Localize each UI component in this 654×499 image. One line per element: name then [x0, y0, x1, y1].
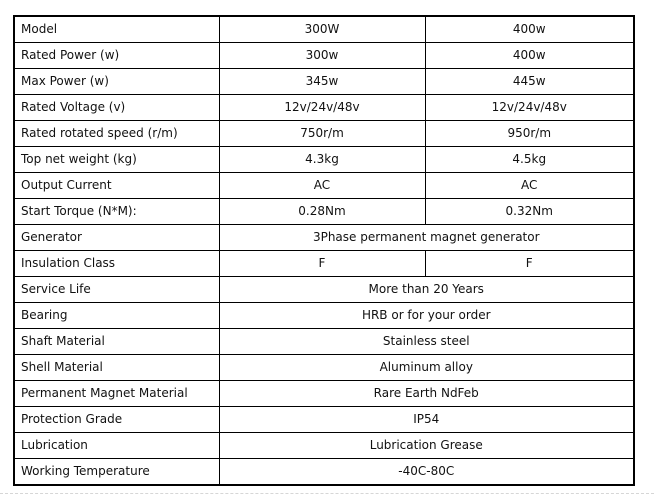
- spec-label: Lubrication: [14, 433, 219, 459]
- table-row: [14, 16, 634, 43]
- spec-label: Model: [14, 16, 219, 43]
- spec-value-400w: 445w: [425, 69, 634, 95]
- table-row: [14, 277, 634, 303]
- table-row: [14, 381, 634, 407]
- spec-table: [13, 15, 635, 486]
- spec-value-300w: 345w: [219, 69, 425, 95]
- spec-label: Working Temperature: [14, 459, 219, 486]
- divider: [0, 493, 654, 494]
- spec-value-shared: HRB or for your order: [219, 303, 634, 329]
- table-row: [14, 407, 634, 433]
- spec-label: Generator: [14, 225, 219, 251]
- spec-value-300w: 300W: [219, 16, 425, 43]
- spec-label: Max Power (w): [14, 69, 219, 95]
- spec-value-400w: F: [425, 251, 634, 277]
- spec-table-body: [14, 16, 634, 485]
- spec-value-300w: F: [219, 251, 425, 277]
- spec-value-400w: 400w: [425, 43, 634, 69]
- table-row: [14, 225, 634, 251]
- spec-value-400w: 950r/m: [425, 121, 634, 147]
- spec-value-300w: 750r/m: [219, 121, 425, 147]
- spec-label: Rated Power (w): [14, 43, 219, 69]
- spec-value-shared: Lubrication Grease: [219, 433, 634, 459]
- spec-label: Insulation Class: [14, 251, 219, 277]
- spec-value-shared: Stainless steel: [219, 329, 634, 355]
- spec-value-300w: AC: [219, 173, 425, 199]
- spec-value-400w: 12v/24v/48v: [425, 95, 634, 121]
- spec-value-shared: Rare Earth NdFeb: [219, 381, 634, 407]
- spec-value-400w: AC: [425, 173, 634, 199]
- table-row: [14, 95, 634, 121]
- table-row: [14, 433, 634, 459]
- spec-value-shared: IP54: [219, 407, 634, 433]
- spec-value-400w: 0.32Nm: [425, 199, 634, 225]
- spec-label: Service Life: [14, 277, 219, 303]
- spec-value-300w: 12v/24v/48v: [219, 95, 425, 121]
- spec-label: Start Torque (N*M):: [14, 199, 219, 225]
- spec-value-400w: 400w: [425, 16, 634, 43]
- table-row: [14, 459, 634, 486]
- spec-value-shared: 3Phase permanent magnet generator: [219, 225, 634, 251]
- spec-value-300w: 300w: [219, 43, 425, 69]
- spec-value-400w: 4.5kg: [425, 147, 634, 173]
- spec-value-shared: More than 20 Years: [219, 277, 634, 303]
- spec-label: Protection Grade: [14, 407, 219, 433]
- table-row: [14, 173, 634, 199]
- table-row: [14, 43, 634, 69]
- table-row: [14, 355, 634, 381]
- spec-label: Rated rotated speed (r/m): [14, 121, 219, 147]
- spec-label: Top net weight (kg): [14, 147, 219, 173]
- spec-label: Shaft Material: [14, 329, 219, 355]
- spec-label: Bearing: [14, 303, 219, 329]
- spec-label: Permanent Magnet Material: [14, 381, 219, 407]
- table-row: [14, 121, 634, 147]
- spec-label: Output Current: [14, 173, 219, 199]
- spec-value-300w: 0.28Nm: [219, 199, 425, 225]
- table-row: [14, 199, 634, 225]
- spec-label: Rated Voltage (v): [14, 95, 219, 121]
- table-row: [14, 251, 634, 277]
- table-row: [14, 147, 634, 173]
- spec-value-300w: 4.3kg: [219, 147, 425, 173]
- spec-value-shared: -40C-80C: [219, 459, 634, 486]
- table-row: [14, 329, 634, 355]
- spec-value-shared: Aluminum alloy: [219, 355, 634, 381]
- table-row: [14, 69, 634, 95]
- spec-label: Shell Material: [14, 355, 219, 381]
- table-row: [14, 303, 634, 329]
